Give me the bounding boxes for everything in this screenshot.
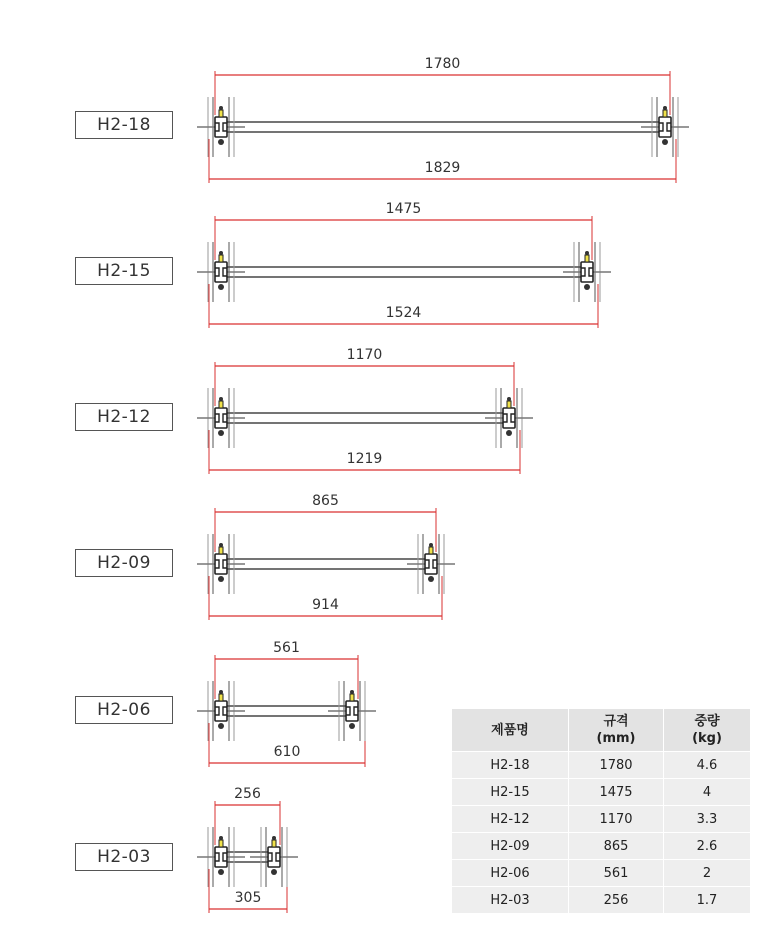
cell-name: H2-09 [452,833,569,860]
outer-dimension-label: 610 [273,744,301,760]
ledger-h2-18 [197,56,689,183]
cell-size: 1475 [569,779,664,806]
model-label-h2-18: H2-18 [75,111,173,139]
cell-weight: 2 [664,860,751,887]
cell-weight: 4.6 [664,752,751,779]
cell-size: 1170 [569,806,664,833]
table-row [452,806,751,833]
ledger-h2-06 [197,640,376,767]
outer-dimension-label: 305 [234,890,262,906]
model-label-h2-09: H2-09 [75,549,173,577]
outer-dimension-label: 1829 [424,160,461,176]
table-row [452,887,751,914]
cell-name: H2-06 [452,860,569,887]
ledger-h2-09 [197,493,455,620]
table-row [452,752,751,779]
model-label-h2-12: H2-12 [75,403,173,431]
cell-name: H2-18 [452,752,569,779]
table-row [452,779,751,806]
model-label-h2-06: H2-06 [75,696,173,724]
table-row [452,860,751,887]
model-label-h2-03: H2-03 [75,843,173,871]
inner-dimension-label: 256 [234,786,261,802]
inner-dimension-label: 561 [273,640,300,656]
cell-size: 256 [569,887,664,914]
cell-size: 1780 [569,752,664,779]
spec-table [451,708,751,914]
cell-weight: 3.3 [664,806,751,833]
outer-dimension-label: 1524 [385,305,422,321]
cell-weight: 4 [664,779,751,806]
cell-name: H2-15 [452,779,569,806]
inner-dimension-label: 1475 [385,201,422,217]
ledger-h2-12 [197,347,533,474]
header-size: 규격 (mm) [569,709,664,752]
cell-size: 865 [569,833,664,860]
inner-dimension-label: 1170 [346,347,383,363]
header-product-name: 제품명 [452,709,569,752]
cell-weight: 1.7 [664,887,751,914]
cell-weight: 2.6 [664,833,751,860]
cell-name: H2-12 [452,806,569,833]
ledger-h2-03 [197,786,298,913]
model-label-h2-15: H2-15 [75,257,173,285]
cell-size: 561 [569,860,664,887]
inner-dimension-label: 1780 [424,56,461,72]
ledger-h2-15 [197,201,611,328]
cell-name: H2-03 [452,887,569,914]
table-row [452,833,751,860]
outer-dimension-label: 1219 [346,451,383,467]
outer-dimension-label: 914 [312,597,339,613]
inner-dimension-label: 865 [312,493,339,509]
spec-table-header [452,709,751,752]
header-weight: 중량 (kg) [664,709,751,752]
